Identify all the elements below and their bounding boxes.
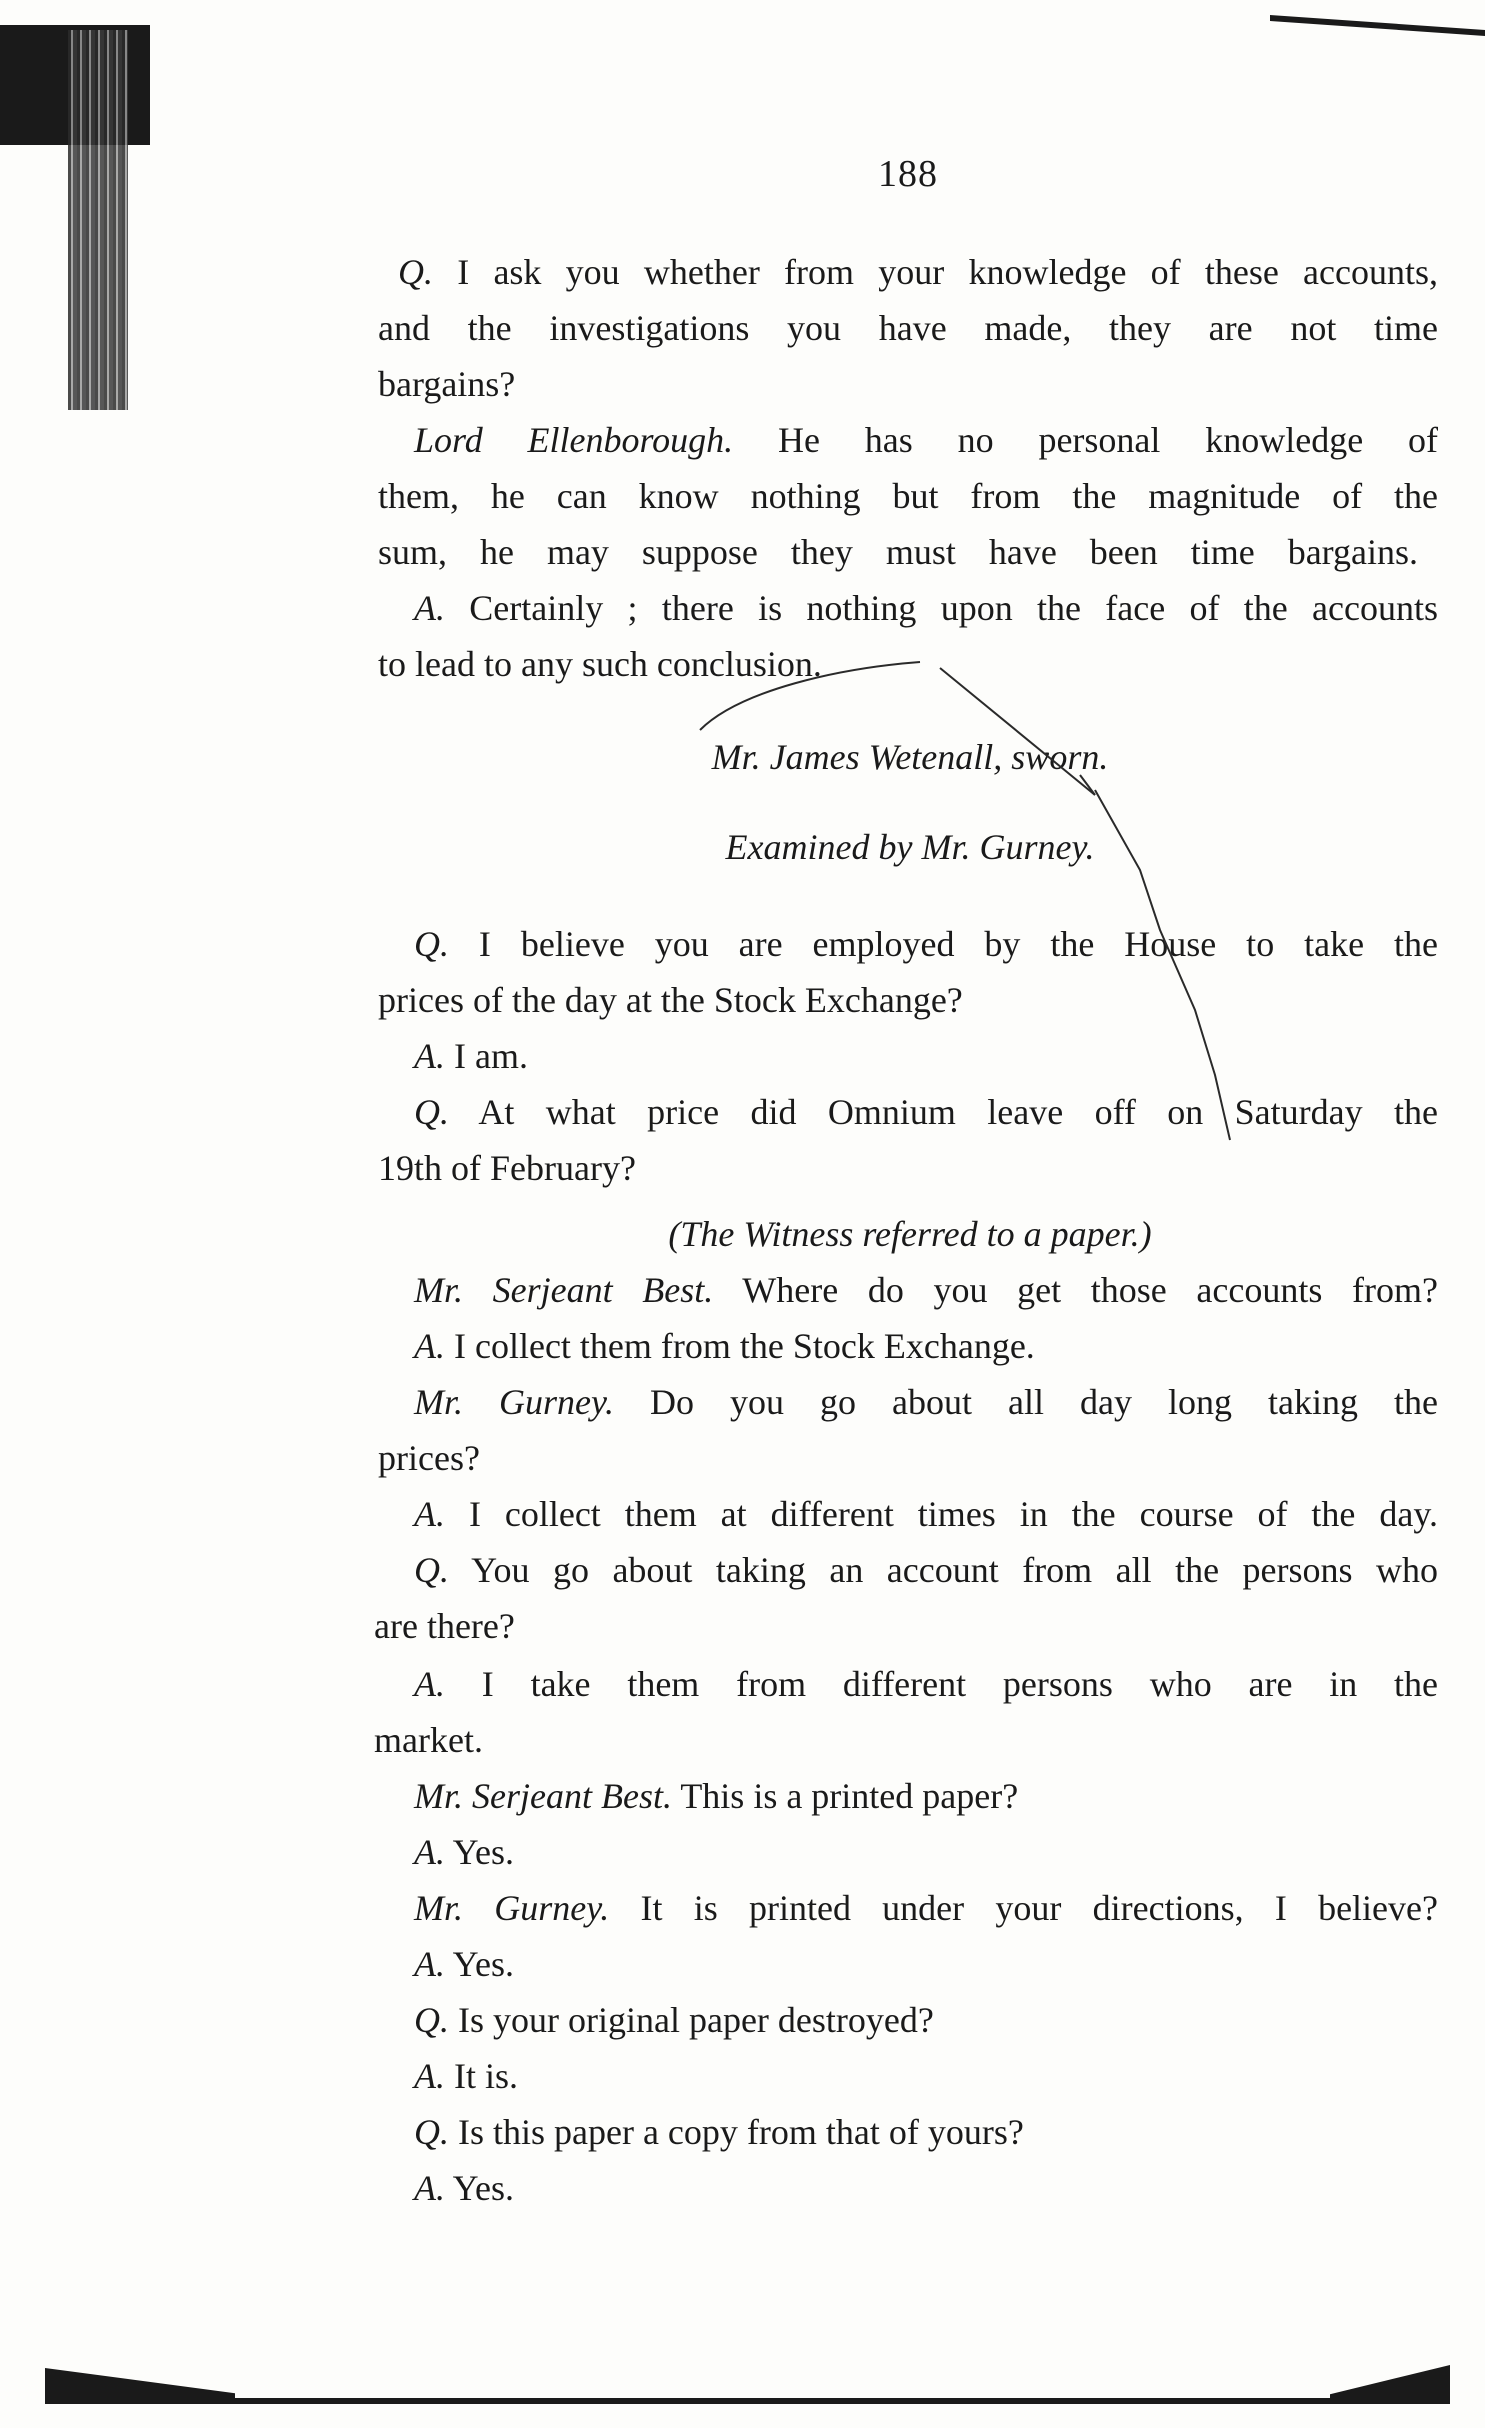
text-line: are there? xyxy=(374,1606,515,1646)
text-line: bargains? xyxy=(378,364,516,404)
speaker-label: Q. xyxy=(414,1092,449,1132)
text-line: A. Yes. xyxy=(414,1832,515,1872)
scan-binding-strip xyxy=(68,30,128,410)
text-line: sum, he may suppose they must have been time bargains. xyxy=(378,532,1418,572)
speaker-label: A. xyxy=(414,2056,445,2096)
text-line: Q. Is your original paper destroyed? xyxy=(414,2000,934,2040)
text-line: Mr. Gurney. Do you go about all day long taking the xyxy=(414,1382,1438,1422)
text-line: A. I take them from different persons who are in the xyxy=(414,1664,1438,1704)
text-line: Q. You go about taking an account from all the persons who xyxy=(414,1550,1438,1590)
examined-heading: Examined by Mr. Gurney. xyxy=(725,827,1095,867)
speaker-label: Q. xyxy=(414,924,449,964)
speaker-label: Mr. Serjeant Best. xyxy=(414,1776,672,1816)
text-line: Mr. Gurney. It is printed under your directions, I believe? xyxy=(414,1888,1438,1928)
stage-note: (The Witness referred to a paper.) xyxy=(668,1214,1152,1254)
speaker-label: Q. xyxy=(398,252,433,292)
text-line: Q. Is this paper a copy from that of yours? xyxy=(414,2112,1024,2152)
text-line: Mr. Serjeant Best. This is a printed paper? xyxy=(414,1776,1019,1816)
text-line: Lord Ellenborough. He has no personal knowledge of xyxy=(414,420,1438,460)
speaker-label: A. xyxy=(414,2168,445,2208)
text-line: 19th of February? xyxy=(378,1148,636,1188)
text-line: A. I collect them from the Stock Exchange. xyxy=(414,1326,1035,1366)
text-line: Q. I ask you whether from your knowledge of these accounts, xyxy=(398,252,1438,292)
speaker-label: Q. xyxy=(414,2112,449,2152)
text-line: A. I am. xyxy=(414,1036,528,1076)
page-number: 188 xyxy=(878,153,938,195)
speaker-label: A. xyxy=(414,1036,445,1076)
text-line: A. Yes. xyxy=(414,2168,515,2208)
text-line: prices of the day at the Stock Exchange? xyxy=(378,980,963,1020)
text-line: Q. I believe you are employed by the House to take the xyxy=(414,924,1438,964)
speaker-label: Mr. Serjeant Best. xyxy=(414,1270,714,1310)
witness-heading: Mr. James Wetenall, sworn. xyxy=(711,737,1109,777)
speaker-label: A. xyxy=(414,588,445,628)
text-line: Q. At what price did Omnium leave off on Saturday the xyxy=(414,1092,1438,1132)
text-line: them, he can know nothing but from the magnitude of the xyxy=(378,476,1438,516)
text-line: market. xyxy=(374,1720,483,1760)
scan-edge-mark xyxy=(45,2368,235,2404)
speaker-label: A. xyxy=(414,1664,445,1704)
speaker-label: Q. xyxy=(414,2000,449,2040)
speaker-label: A. xyxy=(414,1832,445,1872)
text-line: to lead to any such conclusion. xyxy=(378,644,822,684)
text-line: A. I collect them at different times in the course of the day. xyxy=(414,1494,1438,1534)
scan-edge-mark xyxy=(1330,2365,1450,2404)
text-line: A. Certainly ; there is nothing upon the face of the accounts xyxy=(414,588,1438,628)
speaker-label: A. xyxy=(414,1944,445,1984)
speaker-label: Mr. Gurney. xyxy=(414,1888,610,1928)
text-line: prices? xyxy=(378,1438,480,1478)
text-line: A. Yes. xyxy=(414,1944,515,1984)
speaker-label: Q. xyxy=(414,1550,449,1590)
speaker-label: Lord Ellenborough. xyxy=(414,420,734,460)
speaker-label: A. xyxy=(414,1494,445,1534)
speaker-label: Mr. Gurney. xyxy=(414,1382,614,1422)
text-line: A. It is. xyxy=(414,2056,519,2096)
scan-bottom-rule xyxy=(45,2398,1450,2404)
scan-edge-mark-top-right xyxy=(1270,0,1485,36)
text-line: and the investigations you have made, they are not time xyxy=(378,308,1438,348)
text-line: Mr. Serjeant Best. Where do you get those accounts from? xyxy=(414,1270,1438,1310)
speaker-label: A. xyxy=(414,1326,445,1366)
